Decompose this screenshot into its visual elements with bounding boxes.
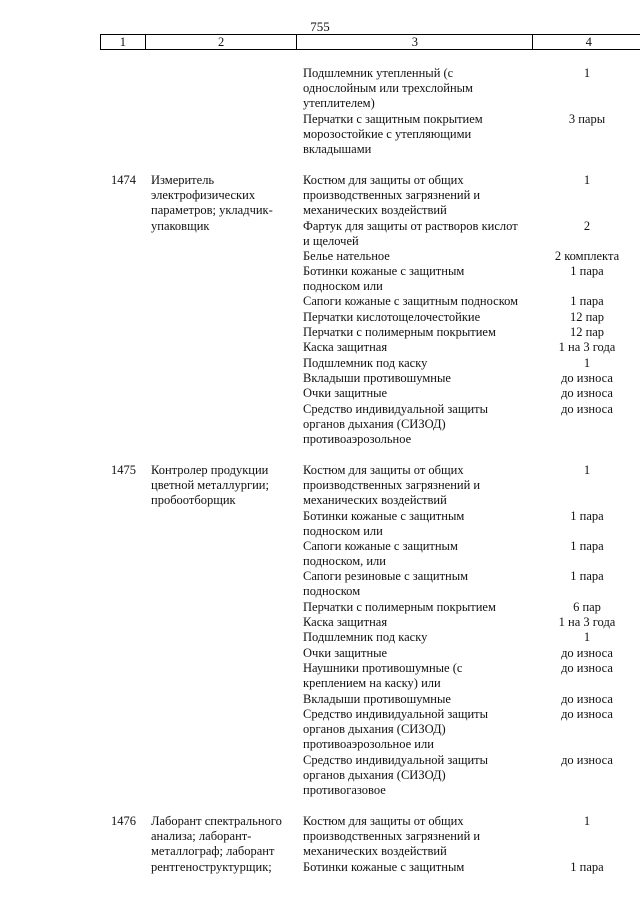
ppe-item-name: Вкладыши противошумные [303, 692, 451, 706]
ppe-item-quantity: 1 пара [570, 264, 604, 278]
ppe-item-name: Фартук для защиты от растворов кислот и щелочей [303, 219, 518, 249]
ppe-item-quantity: 12 пар [569, 325, 605, 339]
page-number: 755 [310, 19, 330, 34]
ppe-item-name: Наушники противошумные (с креплением на каску) или [303, 661, 463, 691]
profession-title: Контролер продукции цветной металлургии; пробоотборщик [151, 463, 269, 508]
ppe-item-name: Подшлемник под каску [303, 356, 428, 370]
ppe-item-quantity: до износа [561, 646, 613, 660]
ppe-item-name: Средство индивидуальной защиты органов дыхания (СИЗОД) противогазовое [303, 753, 489, 798]
ppe-item-quantity: до износа [561, 692, 613, 706]
ppe-item-quantity: до износа [561, 661, 613, 675]
ppe-item-name: Костюм для защиты от общих производственных загрязнений и механических воздействий [303, 463, 481, 508]
ppe-item-name: Ботинки кожаные с защитным подноском или [303, 264, 465, 294]
ppe-item-name: Сапоги кожаные с защитным подноском [303, 294, 519, 308]
ppe-item-name: Перчатки с полимерным покрытием [303, 600, 496, 614]
ppe-item-quantity: 3 пары [568, 112, 606, 126]
ppe-item-quantity: 1 пара [570, 860, 604, 874]
ppe-item-name: Белье нательное [303, 249, 390, 263]
ppe-item-quantity: 2 комплекта [554, 249, 620, 263]
ppe-item-name: Перчатки с защитным покрытием морозостойкие с утепляющими вкладышами [303, 112, 483, 157]
ppe-item-name: Ботинки кожаные с защитным подноском или [303, 509, 465, 539]
ppe-item-name: Средство индивидуальной защиты органов дыхания (СИЗОД) противоаэрозольное [303, 402, 489, 447]
row-number: 1476 [111, 814, 136, 828]
ppe-item-name: Перчатки с полимерным покрытием [303, 325, 496, 339]
ppe-item-name: Сапоги кожаные с защитным подноском, или [303, 539, 458, 569]
row-number: 1474 [111, 173, 136, 187]
ppe-item-name: Каска защитная [303, 340, 388, 354]
ppe-item-name: Подшлемник утепленный (с однослойным или трехслойным утеплителем) [303, 66, 473, 111]
ppe-item-name: Очки защитные [303, 646, 388, 660]
ppe-item-name: Подшлемник под каску [303, 630, 428, 644]
ppe-item-quantity: до износа [561, 707, 613, 721]
ppe-item-quantity: 12 пар [569, 310, 605, 324]
ppe-item-name: Сапоги резиновые с защитным подноском [303, 569, 469, 599]
ppe-item-quantity: 1 на 3 года [558, 340, 616, 354]
ppe-item-quantity: 1 [583, 356, 591, 370]
ppe-item-quantity: 2 [583, 219, 591, 233]
ppe-item-name: Вкладыши противошумные [303, 371, 451, 385]
header-col-1: 1 [101, 35, 146, 49]
header-col-2: 2 [146, 35, 297, 49]
ppe-item-quantity: до износа [561, 402, 613, 416]
ppe-item-quantity: 1 [583, 173, 591, 187]
ppe-item-quantity: 1 [583, 66, 591, 80]
ppe-item-name: Каска защитная [303, 615, 388, 629]
table-header-row [100, 34, 640, 50]
ppe-item-name: Средство индивидуальной защиты органов дыхания (СИЗОД) противоаэрозольное или [303, 707, 489, 752]
ppe-item-quantity: 1 пара [570, 539, 604, 553]
ppe-item-quantity: 1 [583, 630, 591, 644]
ppe-item-name: Очки защитные [303, 386, 388, 400]
ppe-item-quantity: до износа [561, 386, 613, 400]
ppe-item-quantity: 1 пара [570, 294, 604, 308]
ppe-item-name: Костюм для защиты от общих производственных загрязнений и механических воздействий [303, 173, 481, 218]
header-col-3: 3 [297, 35, 533, 49]
ppe-item-quantity: 1 на 3 года [558, 615, 616, 629]
ppe-item-quantity: 6 пар [573, 600, 601, 614]
ppe-item-name: Костюм для защиты от общих производственных загрязнений и механических воздействий [303, 814, 481, 859]
ppe-item-quantity: до износа [561, 371, 613, 385]
ppe-item-quantity: 1 пара [570, 569, 604, 583]
ppe-item-quantity: до износа [561, 753, 613, 767]
ppe-item-name: Перчатки кислотощелочестойкие [303, 310, 481, 324]
ppe-item-quantity: 1 [583, 814, 591, 828]
header-col-4: 4 [585, 35, 592, 49]
ppe-item-quantity: 1 пара [570, 509, 604, 523]
ppe-item-quantity: 1 [583, 463, 591, 477]
profession-title: Измеритель электрофизических параметров; укладчик- упаковщик [151, 173, 273, 233]
row-number: 1475 [111, 463, 136, 477]
profession-title: Лаборант спектрального анализа; лаборант- металлограф; лаборант рентгеноструктурщик; [151, 814, 282, 874]
ppe-item-name: Ботинки кожаные с защитным [303, 860, 465, 874]
